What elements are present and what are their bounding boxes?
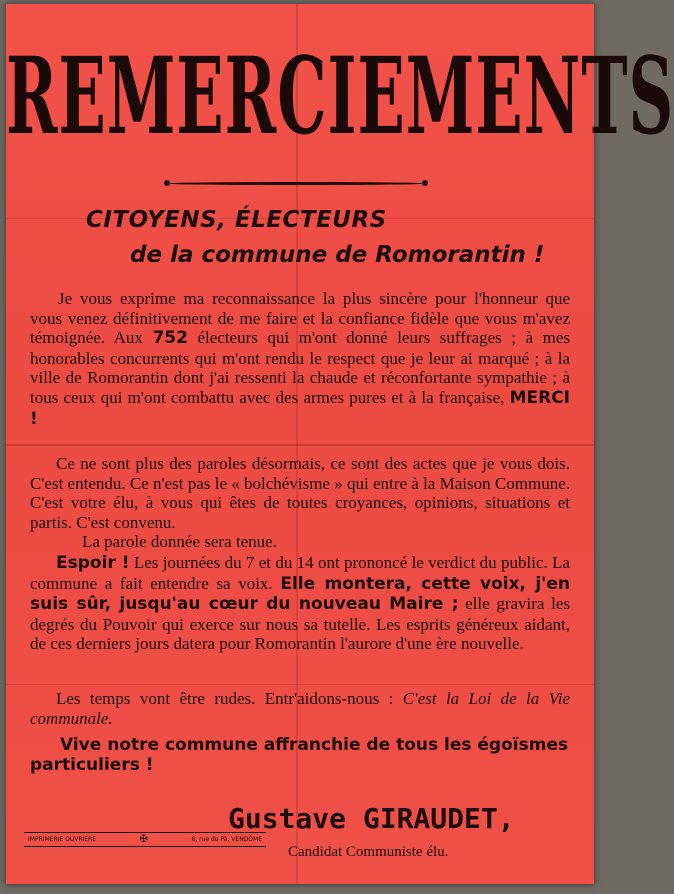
- espoir-text: Espoir !: [56, 553, 130, 573]
- merci-text: MERCI !: [30, 387, 570, 429]
- printer-name: IMPRIMERIE OUVRIÈRE: [28, 836, 97, 843]
- text: Les journées du 7 et du 14 ont prononcé le verdict du public. La commune a fait entendre sa voix.: [30, 553, 570, 593]
- fold-line: [6, 684, 594, 685]
- title-block: [6, 30, 674, 160]
- paragraph-promise: [30, 454, 570, 552]
- paragraph-hope: [30, 553, 570, 654]
- printer-address: 6, rue du Pâ, VENDÔME: [191, 836, 262, 843]
- voter-count: 752: [152, 328, 188, 349]
- printer-credit: [24, 832, 266, 847]
- text: elle gravira les degrés du Pouvoir qui exerce sur nous sa tutelle. Les esprits généreux aidant, de ces derniers jours datera pour Romorantin l'aurore d'une ère nouvelle.: [30, 594, 570, 654]
- fold-line: [6, 444, 594, 446]
- paragraph-thanks: [30, 289, 570, 429]
- text: Les temps vont être rudes. Entr'aidons-nous :: [56, 689, 403, 708]
- signature-role: Candidat Communiste élu.: [288, 844, 449, 860]
- greeting-line-1: CITOYENS, ÉLECTEURS: [86, 207, 387, 233]
- paragraph-solidarity: [30, 689, 570, 728]
- greeting-line-2: de la commune de Romorantin !: [130, 242, 545, 268]
- closing-slogan: Vive notre commune affranchie de tous les égoïsmes particuliers !: [30, 735, 569, 775]
- motto-text: C'est la Loi de la Vie communale.: [30, 689, 571, 728]
- poster-title: REMERCIEMENTS: [6, 34, 674, 159]
- printer-emblem-icon: ✠: [139, 834, 148, 845]
- signature-name: Gustave GIRAUDET,: [228, 802, 515, 835]
- promise-line: La parole donnée sera tenue.: [82, 532, 277, 552]
- rule-ornament: [164, 180, 170, 186]
- text: Ce ne sont plus des paroles désormais, ce sont des actes que je vous dois. C'est entendu. Ce n'est pas le « bolchévisme » qui entre à la Maison Commune. C'est votre élu, à vous qui êtes de toutes croyances, opinions, situations et partis. C'est convenu.: [30, 454, 570, 532]
- rule-ornament: [422, 180, 428, 186]
- text: Je vous exprime ma reconnaissance la plus sincère pour l'honneur que vous venez définitivement de me faire et la confiance fidèle que vous m'avez témoignée. Aux: [30, 289, 570, 348]
- decorative-rule: [166, 182, 426, 185]
- emphasis-text: Elle montera, cette voix, j'en suis sûr, jusqu'au cœur du nouveau Maire ;: [30, 573, 570, 615]
- text: électeurs qui m'ont donné leurs suffrages ; à mes honorables concurrents qui m'ont rendu le respect que je leur ai marqué ; à la ville de Romorantin dont j'ai ressenti la chaude et réconfortante sympathie ; à tous ceux qui m'ont combattu avec des armes pures et à la française,: [30, 328, 570, 407]
- poster: [6, 4, 674, 884]
